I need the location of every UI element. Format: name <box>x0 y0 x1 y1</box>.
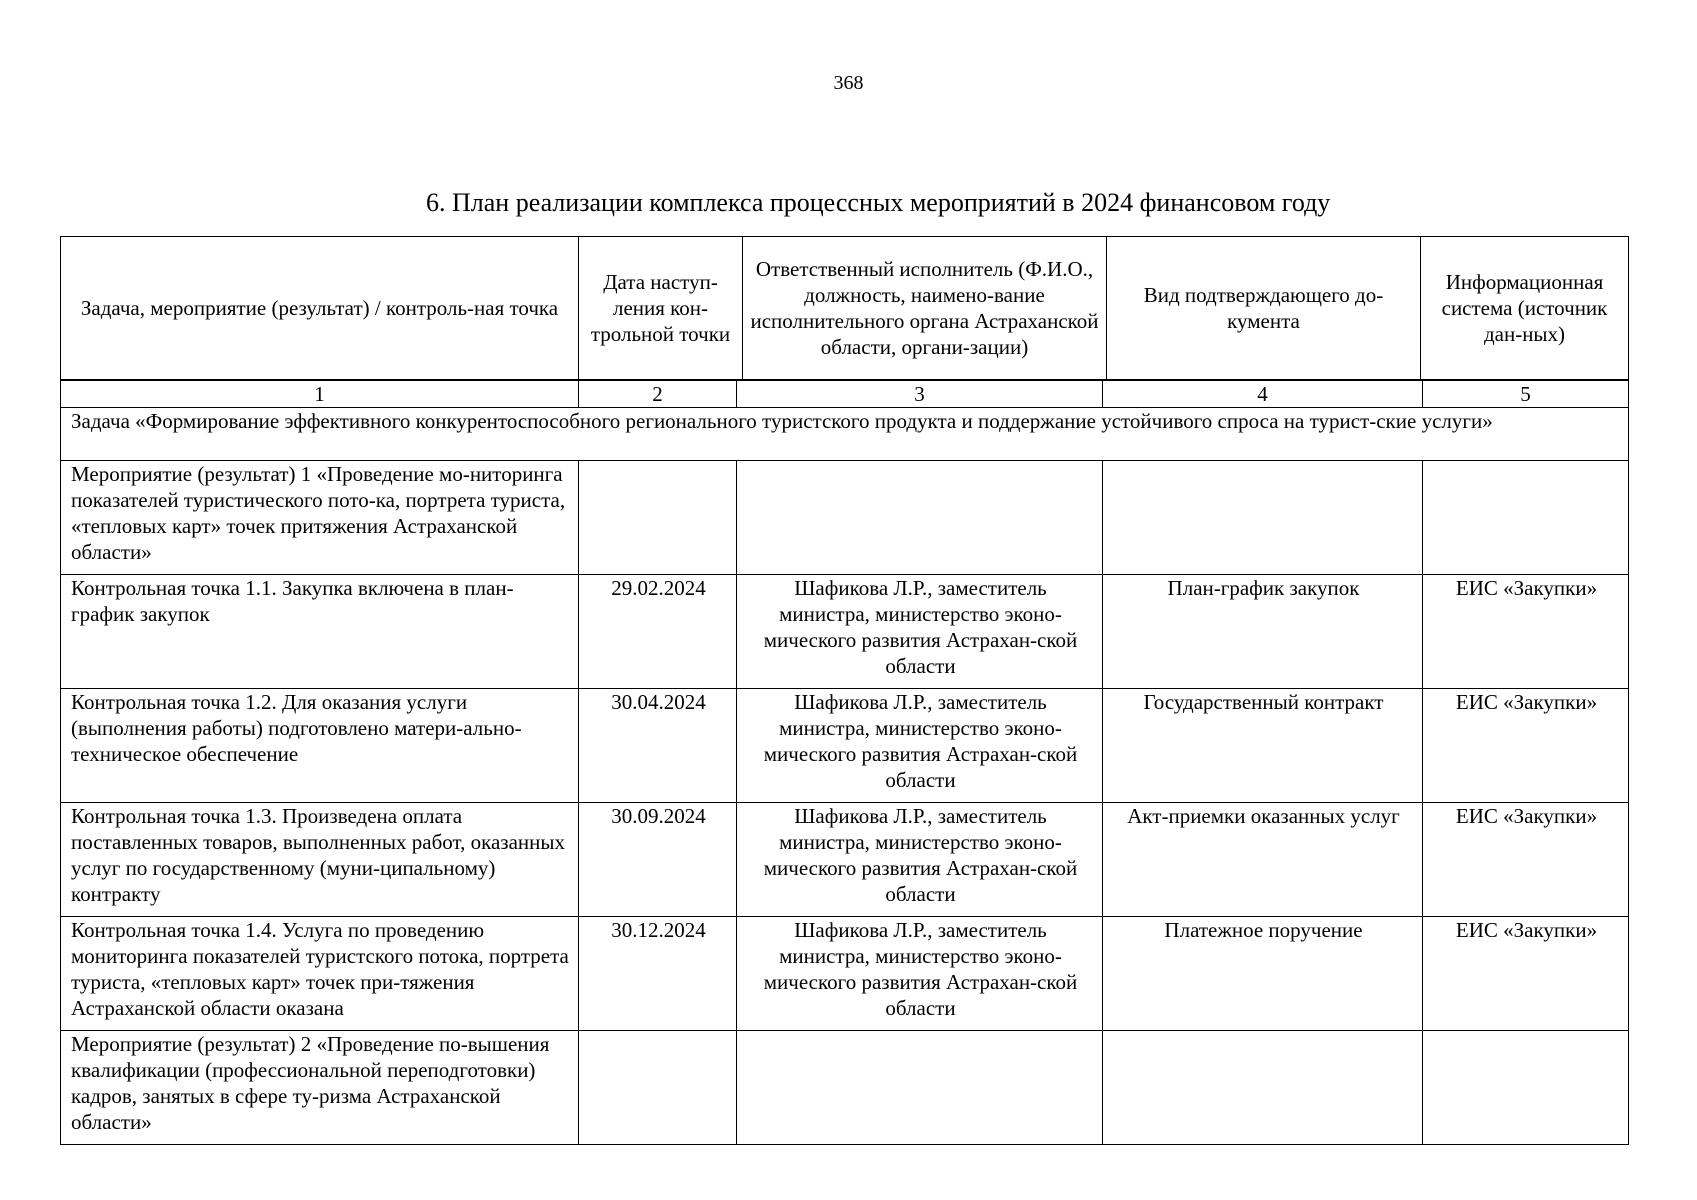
table-row <box>61 689 1629 803</box>
table-row <box>61 917 1629 1031</box>
document-cell: Государственный контракт <box>1103 689 1423 803</box>
task-item-cell: Контрольная точка 1.4. Услуга по проведению мониторинга показателей туристского потока, портрета туриста, «тепловых карт» точек при-тяжения Астраханской области оказана <box>61 917 579 1031</box>
task-cell: Задача «Формирование эффективного конкурентоспособного регионального туристского продукта и поддержание устойчивого спроса на турист-ские услуги» <box>61 408 1629 461</box>
info-system-cell <box>1423 461 1629 575</box>
header-task: Задача, мероприятие (результат) / контроль-ная точка <box>61 237 579 380</box>
document-cell: Акт-приемки оказанных услуг <box>1103 803 1423 917</box>
document-cell: План-график закупок <box>1103 575 1423 689</box>
info-system-cell: ЕИС «Закупки» <box>1423 575 1629 689</box>
info-system-cell <box>1423 1031 1629 1145</box>
responsible-cell <box>737 461 1103 575</box>
task-item-cell: Контрольная точка 1.3. Произведена оплата поставленных товаров, выполненных работ, оказанных услуг по государственному (муни-ципальному) контракту <box>61 803 579 917</box>
header-responsible: Ответственный исполнитель (Ф.И.О., должность, наимено-вание исполнительного органа Астраханской области, органи-зации) <box>743 237 1107 380</box>
document-cell <box>1103 461 1423 575</box>
table-row <box>61 803 1629 917</box>
section-title: 6. План реализации комплекса процессных мероприятий в 2024 финансовом году <box>426 188 1331 217</box>
column-number-row <box>61 381 1629 408</box>
date-cell: 30.04.2024 <box>579 689 737 803</box>
date-cell: 30.09.2024 <box>579 803 737 917</box>
header-row <box>61 237 1629 380</box>
plan-table-header <box>60 236 1629 380</box>
header-date: Дата наступ-ления кон-трольной точки <box>579 237 743 380</box>
table-row <box>61 461 1629 575</box>
plan-table <box>60 380 1629 1145</box>
table-row <box>61 1031 1629 1145</box>
responsible-cell: Шафикова Л.Р., заместитель министра, министерство эконо-мического развития Астрахан-ской области <box>737 689 1103 803</box>
task-item-cell: Мероприятие (результат) 1 «Проведение мо-ниторинга показателей туристического пото-ка, портрета туриста, «тепловых карт» точек притяжения Астраханской области» <box>61 461 579 575</box>
date-cell: 30.12.2024 <box>579 917 737 1031</box>
column-number: 5 <box>1423 381 1629 408</box>
column-number: 2 <box>579 381 737 408</box>
column-number: 3 <box>737 381 1103 408</box>
info-system-cell: ЕИС «Закупки» <box>1423 917 1629 1031</box>
date-cell <box>579 461 737 575</box>
table-row <box>61 575 1629 689</box>
task-item-cell: Мероприятие (результат) 2 «Проведение по-вышения квалификации (профессиональной переподготовки) кадров, занятых в сфере ту-ризма Астраханской области» <box>61 1031 579 1145</box>
info-system-cell: ЕИС «Закупки» <box>1423 689 1629 803</box>
task-row <box>61 408 1629 461</box>
responsible-cell: Шафикова Л.Р., заместитель министра, министерство эконо-мического развития Астрахан-ской области <box>737 917 1103 1031</box>
info-system-cell: ЕИС «Закупки» <box>1423 803 1629 917</box>
responsible-cell: Шафикова Л.Р., заместитель министра, министерство эконо-мического развития Астрахан-ской области <box>737 803 1103 917</box>
page-number: 368 <box>833 72 864 94</box>
responsible-cell: Шафикова Л.Р., заместитель министра, министерство эконо-мического развития Астрахан-ской области <box>737 575 1103 689</box>
date-cell <box>579 1031 737 1145</box>
column-number: 1 <box>61 381 579 408</box>
document-cell <box>1103 1031 1423 1145</box>
date-cell: 29.02.2024 <box>579 575 737 689</box>
task-item-cell: Контрольная точка 1.1. Закупка включена в план-график закупок <box>61 575 579 689</box>
header-info-system: Информационная система (источник дан-ных) <box>1421 237 1629 380</box>
task-item-cell: Контрольная точка 1.2. Для оказания услуги (выполнения работы) подготовлено матери-ально-техническое обеспечение <box>61 689 579 803</box>
document-cell: Платежное поручение <box>1103 917 1423 1031</box>
column-number: 4 <box>1103 381 1423 408</box>
header-document: Вид подтверждающего до-кумента <box>1107 237 1421 380</box>
responsible-cell <box>737 1031 1103 1145</box>
